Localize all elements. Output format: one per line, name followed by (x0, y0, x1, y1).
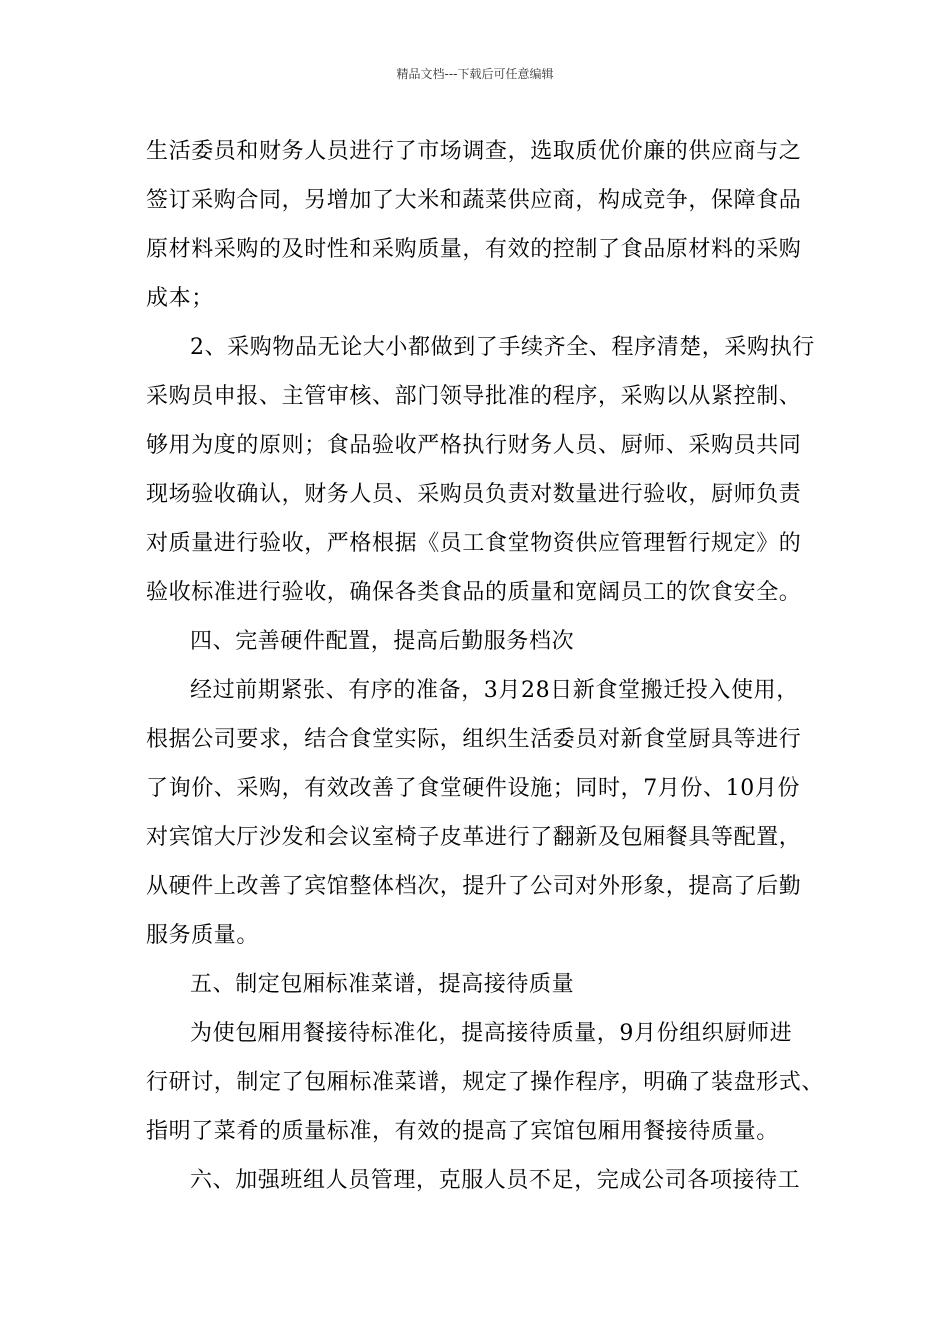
text-line: 了询价、采购，有效改善了食堂硬件设施；同时，7月份、10月份 (146, 776, 800, 801)
text-line: 对质量进行验收，严格根据《员工食堂物资供应管理暂行规定》的 (146, 531, 802, 556)
text-line: 从硬件上改善了宾馆整体档次，提升了公司对外形象，提高了后勤 (146, 874, 802, 899)
text-line: 够用为度的原则；食品验收严格执行财务人员、厨师、采购员共同 (146, 433, 802, 458)
document-body (146, 127, 825, 1205)
section-heading: 四、完善硬件配置，提高后勤服务档次 (190, 629, 575, 654)
section-heading: 五、制定包厢标准菜谱，提高接待质量 (190, 972, 575, 997)
paragraph-start-line: 经过前期紧张、有序的准备，3月28日新食堂搬迁投入使用， (190, 678, 799, 703)
text-line: 生活委员和财务人员进行了市场调查，选取质优价廉的供应商与之 (146, 139, 802, 164)
paragraph-start-line: 2、采购物品无论大小都做到了手续齐全、程序清楚，采购执行 (190, 335, 815, 360)
paragraph-start-line: 为使包厢用餐接待标准化，提高接待质量，9月份组织厨师进 (190, 1021, 793, 1046)
text-line: 行研讨，制定了包厢标准菜谱，规定了操作程序，明确了装盘形式、 (146, 1070, 825, 1095)
page-header: 精品文档---下载后可任意编辑 (396, 67, 554, 81)
text-line: 对宾馆大厅沙发和会议室椅子皮革进行了翻新及包厢餐具等配置， (146, 825, 802, 850)
text-line: 采购员申报、主管审核、部门领导批准的程序，采购以从紧控制、 (146, 384, 802, 409)
text-line: 成本； (146, 286, 214, 311)
text-line: 现场验收确认，财务人员、采购员负责对数量进行验收，厨师负责 (146, 482, 802, 507)
text-line: 原材料采购的及时性和采购质量，有效的控制了食品原材料的采购 (146, 237, 802, 262)
text-line: 根据公司要求，结合食堂实际，组织生活委员对新食堂厨具等进行 (146, 727, 802, 752)
text-line: 服务质量。 (146, 923, 260, 948)
text-line: 指明了菜肴的质量标准，有效的提高了宾馆包厢用餐接待质量。 (146, 1119, 779, 1144)
text-line: 验收标准进行验收，确保各类食品的质量和宽阔员工的饮食安全。 (146, 580, 802, 605)
section-heading: 六、加强班组人员管理，克服人员不足，完成公司各项接待工 (190, 1168, 801, 1193)
text-line: 签订采购合同，另增加了大米和蔬菜供应商，构成竞争，保障食品 (146, 188, 802, 213)
